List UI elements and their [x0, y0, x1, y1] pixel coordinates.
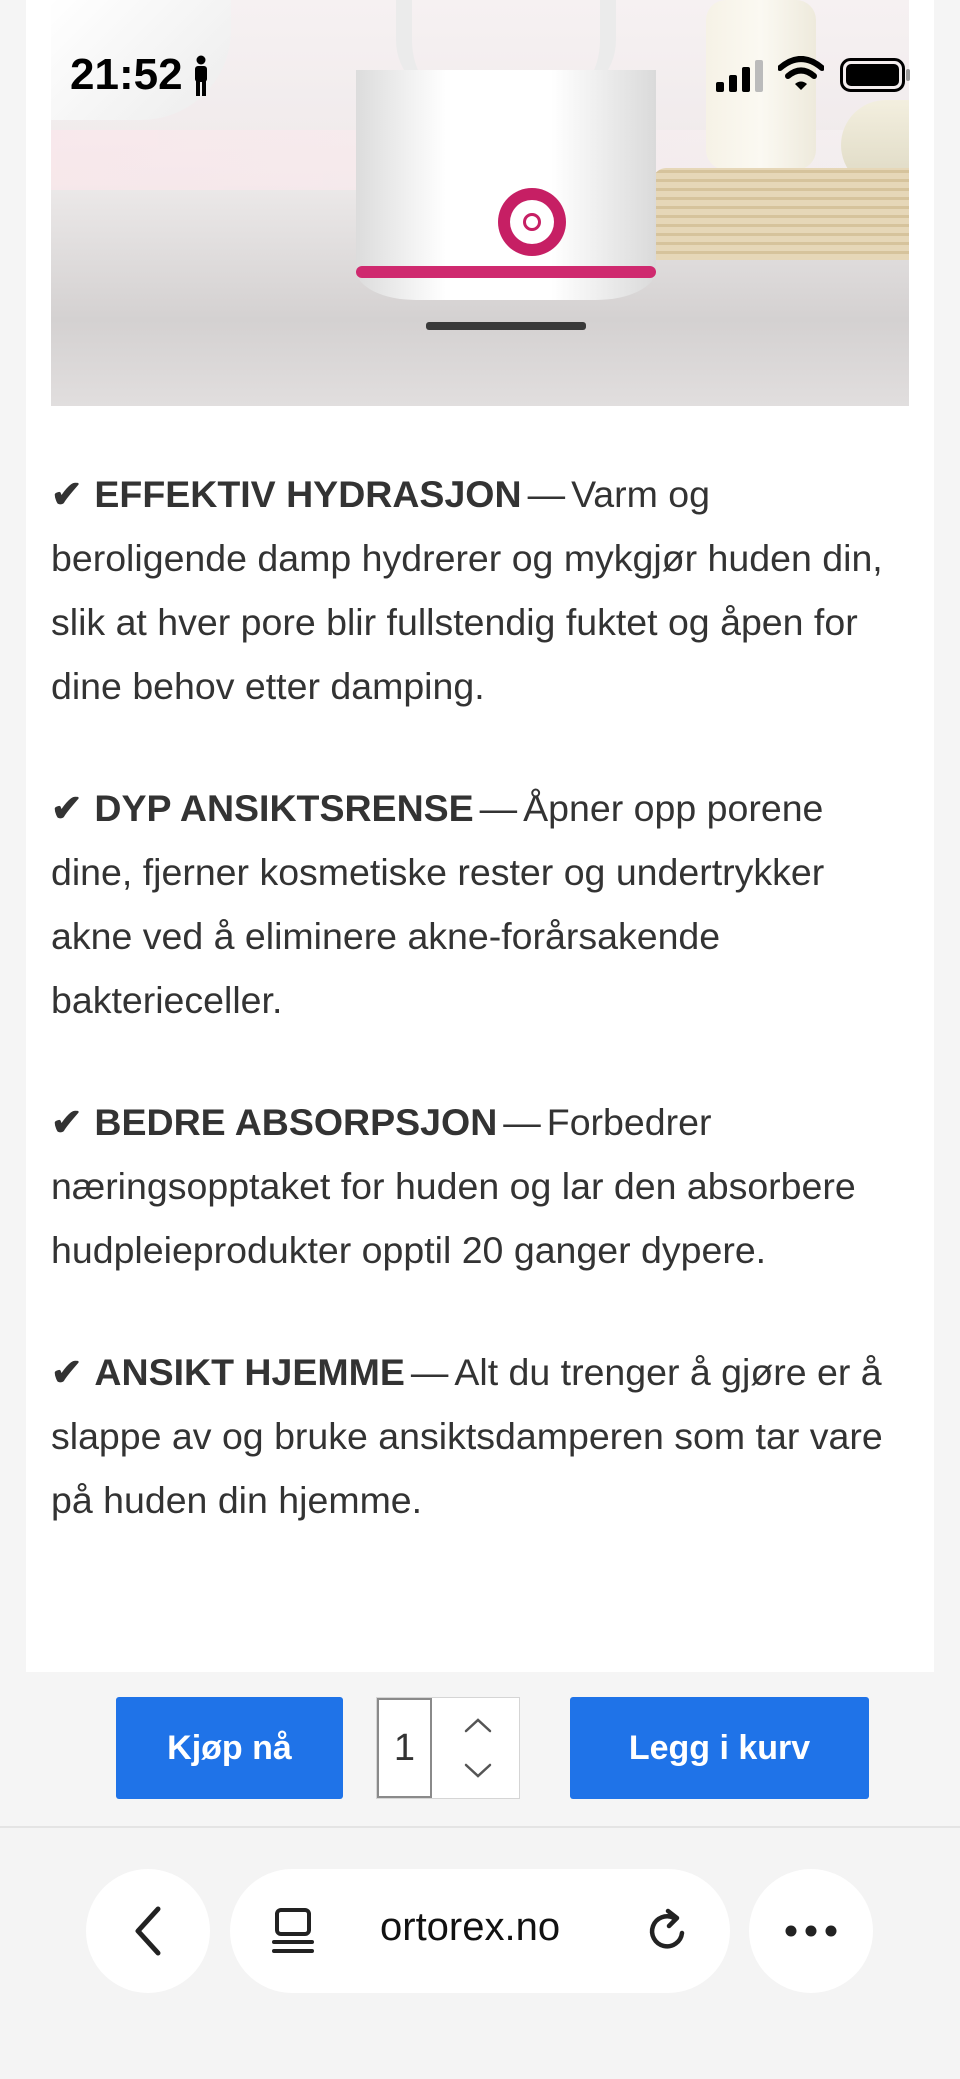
- quantity-decrease-button[interactable]: [445, 1748, 511, 1794]
- reload-icon[interactable]: [644, 1907, 692, 1955]
- signal-icon: [716, 60, 764, 92]
- more-button[interactable]: [749, 1869, 873, 1993]
- feature-dash: —: [503, 1101, 541, 1143]
- feature-item: [51, 776, 911, 1032]
- quantity-input[interactable]: 1: [377, 1698, 432, 1798]
- feature-title: ANSIKT HJEMME: [94, 1351, 405, 1393]
- feature-dash: —: [527, 473, 566, 515]
- quantity-increase-button[interactable]: [445, 1702, 511, 1748]
- feature-text: Varm og beroligende damp hydrerer og mykgjør huden din, slik at hver pore blir fullstendig fuktet og åpen for dine behov etter damping.: [51, 473, 883, 707]
- feature-title: BEDRE ABSORPSJON: [94, 1101, 498, 1143]
- tabs-icon: [270, 1907, 316, 1955]
- status-bar: [0, 0, 960, 150]
- feature-text: Forbedrer næringsopptaket for huden og lar den absorbere hudpleieprodukter opptil 20 ganger dypere.: [51, 1101, 856, 1271]
- url-text: ortorex.no: [380, 1905, 561, 1949]
- back-icon: [130, 1905, 166, 1957]
- battery-icon: [840, 58, 912, 92]
- more-icon: [785, 1925, 837, 1937]
- browser-toolbar: [0, 1828, 960, 2079]
- check-icon: ✔: [51, 473, 83, 515]
- feature-list: [51, 462, 911, 1590]
- back-button[interactable]: [86, 1869, 210, 1993]
- feature-dash: —: [410, 1351, 449, 1393]
- feature-title: DYP ANSIKTSRENSE: [94, 787, 474, 829]
- feature-item: [51, 1090, 911, 1282]
- feature-title: EFFEKTIV HYDRASJON: [94, 473, 522, 515]
- feature-item: [51, 1340, 911, 1532]
- person-icon: [190, 55, 212, 97]
- address-bar[interactable]: [230, 1869, 730, 1993]
- status-time: 21:52: [70, 50, 183, 99]
- feature-dash: —: [479, 787, 518, 829]
- quantity-stepper: [376, 1697, 520, 1799]
- chevron-down-icon: [463, 1762, 493, 1780]
- check-icon: ✔: [51, 787, 83, 829]
- purchase-bar: [0, 1672, 960, 1826]
- chevron-up-icon: [463, 1716, 493, 1734]
- check-icon: ✔: [51, 1351, 83, 1393]
- buy-now-button[interactable]: Kjøp nå: [116, 1697, 343, 1799]
- feature-text: Åpner opp porene dine, fjerner kosmetiske rester og undertrykker akne ved å eliminere akne-forårsakende bakterieceller.: [51, 787, 825, 1021]
- feature-text: Alt du trenger å gjøre er å slappe av og bruke ansiktsdamperen som tar vare på huden din hjemme.: [51, 1351, 883, 1521]
- wifi-icon: [778, 56, 824, 92]
- feature-item: [51, 462, 911, 718]
- add-to-cart-button[interactable]: Legg i kurv: [570, 1697, 869, 1799]
- check-icon: ✔: [51, 1101, 83, 1143]
